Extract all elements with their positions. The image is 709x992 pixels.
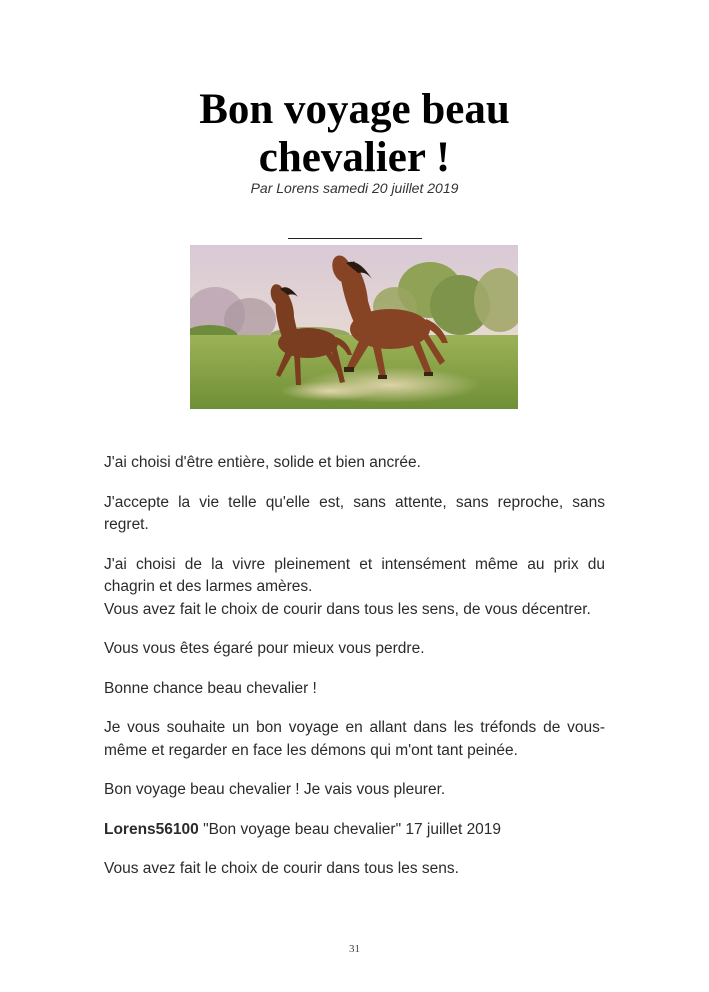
- paragraph-7: Je vous souhaite un bon voyage en allant dans les tréfonds de vous-même et regarder en face les démons qui m'ont tant peinée.: [104, 719, 605, 759]
- paragraph-6: Bonne chance beau chevalier !: [104, 679, 317, 697]
- paragraph-8: Bon voyage beau chevalier ! Je vais vous pleurer.: [104, 781, 446, 798]
- horses-photo: [190, 245, 518, 409]
- paragraph-1: J'ai choisi d'être entière, solide et bien ancrée.: [104, 454, 421, 471]
- divider: [288, 238, 422, 239]
- signature-author: Lorens56100: [104, 820, 199, 838]
- page-title: [0, 86, 709, 182]
- signature-details: "Bon voyage beau chevalier" 17 juillet 2019: [198, 820, 502, 838]
- signature-line: [104, 819, 605, 842]
- page-number: 31: [349, 943, 360, 955]
- paragraph-3: J'ai choisi de la vivre pleinement et intensément même au prix du chagrin et des larmes amères.: [104, 555, 605, 595]
- title-line-1: Bon voyage beau: [199, 86, 510, 133]
- running-horses-photo-icon: [190, 245, 518, 409]
- paragraph-10: Vous avez fait le choix de courir dans tous les sens.: [104, 860, 459, 877]
- article-body: [104, 452, 605, 898]
- paragraph-2: J'accepte la vie telle qu'elle est, sans attente, sans reproche, sans regret.: [104, 493, 605, 533]
- title-line-2: chevalier !: [258, 134, 451, 181]
- paragraph-5: Vous vous êtes égaré pour mieux vous perdre.: [104, 640, 425, 657]
- paragraph-4: Vous avez fait le choix de courir dans tous les sens, de vous décentrer.: [104, 600, 591, 618]
- byline: Par Lorens samedi 20 juillet 2019: [250, 180, 459, 196]
